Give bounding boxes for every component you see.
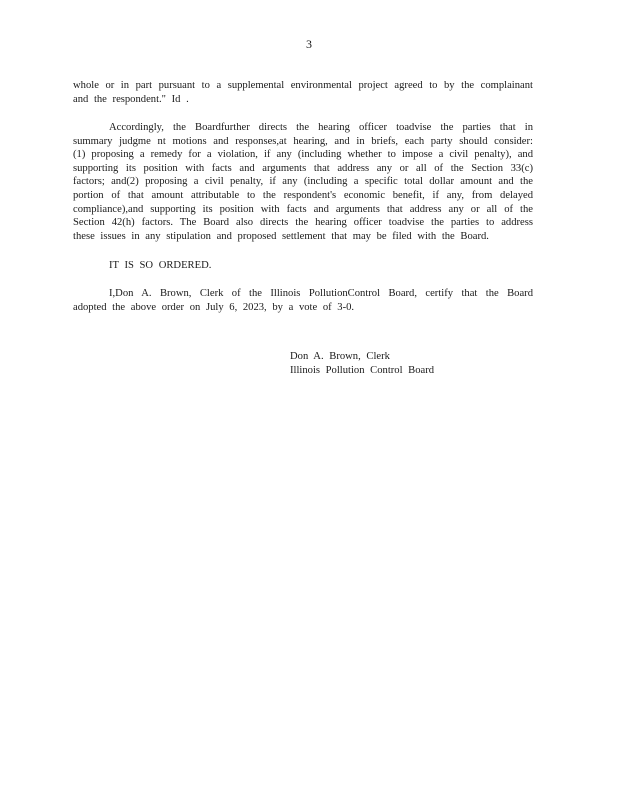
paragraph-line: these issues in any stipulation and proposed settlement that may be filed with the Board. — [73, 230, 489, 242]
page-number: 3 — [306, 37, 312, 51]
order-statement: IT IS SO ORDERED. — [109, 260, 212, 271]
paragraph-line: and the respondent." Id . — [73, 93, 189, 105]
paragraph-line: factors; and(2) proposing a civil penalty, if any (including a specific total dollar amount and the — [73, 176, 533, 188]
paragraph-line: compliance),and supporting its position with facts and arguments that address any or all of the — [73, 203, 533, 215]
paragraph-line: portion of that amount attributable to the respondent's economic benefit, if any, from delayed — [73, 189, 533, 201]
paragraph-line: summary judgme nt motions and responses,at hearing, and in briefs, each party should consider: — [73, 135, 533, 147]
order-statement-block — [73, 259, 533, 273]
certification-line: adopted the above order on July 6, 2023, by a vote of 3-0. — [73, 301, 355, 313]
paragraph-line: whole or in part pursuant to a supplemental environmental project agreed to by the complainant — [73, 80, 533, 91]
paragraph-continuation — [73, 79, 533, 106]
paragraph-line: (1) proposing a remedy for a violation, if any (including whether to impose a civil penalty), and — [73, 149, 533, 161]
signature-organization: Illinois Pollution Control Board — [290, 365, 435, 376]
signature-name: Don A. Brown, Clerk — [290, 351, 390, 362]
paragraph-line: supporting its position with facts and arguments that address any or all of the Section 33(c) — [73, 162, 533, 174]
certification-line: I,Don A. Brown, Clerk of the Illinois PollutionControl Board, certify that the Board — [109, 288, 533, 299]
paragraph-line: Accordingly, the Boardfurther directs the hearing officer toadvise the parties that in — [109, 122, 533, 133]
paragraph-remedy-directive — [73, 121, 533, 243]
clerk-certification — [73, 287, 533, 314]
paragraph-line: Section 42(h) factors. The Board also directs the hearing officer toadvise the parties to address — [73, 217, 533, 229]
signature-block — [290, 350, 434, 378]
